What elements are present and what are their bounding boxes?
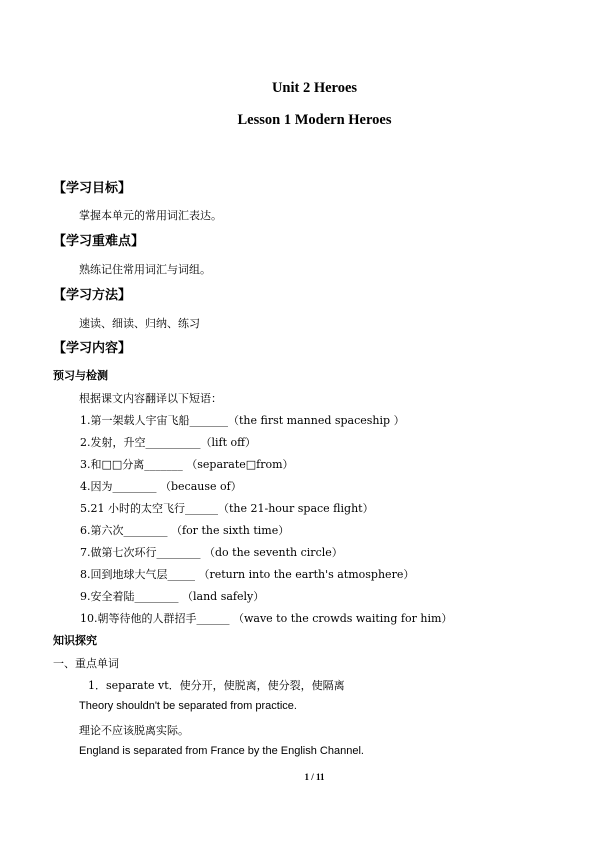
example-en: England is separated from France by the English Channel. <box>79 745 364 757</box>
goal-heading: 【学习目标】 <box>53 181 132 196</box>
goal-text: 掌握本单元的常用词汇表达。 <box>79 209 222 222</box>
preview-item: 8.回到地球大气层_____ （return into the earth's atmosphere） <box>80 568 415 581</box>
method-text: 速读、细读、归纳、练习 <box>79 317 200 330</box>
preview-item: 9.安全着陆________ （land safely） <box>80 590 265 603</box>
explore-heading: 知识探究 <box>53 634 97 647</box>
preview-item: 10.朝等待他的人群招手______ （wave to the crowds waiting for him） <box>80 612 453 625</box>
preview-item: 6.第六次________ （for the sixth time） <box>80 524 290 537</box>
page-subtitle: Lesson 1 Modern Heroes <box>237 112 392 128</box>
explore-part1: 一、重点单词 <box>53 657 119 670</box>
preview-item: 7.做第七次环行________ （do the seventh circle） <box>80 546 343 559</box>
preview-heading: 预习与检测 <box>53 369 108 382</box>
preview-item: 2.发射，升空__________（lift off） <box>80 436 256 449</box>
preview-item: 1.第一架载人宇宙飞船_______（the first manned spaceship ） <box>80 414 405 427</box>
preview-item: 3.和□□分离_______ （separate□from） <box>80 458 294 471</box>
word-entry: 1．separate vt．使分开，使脱离，使分裂，使隔离 <box>88 679 345 692</box>
content-heading: 【学习内容】 <box>53 341 132 356</box>
page-title: Unit 2 Heroes <box>271 80 358 96</box>
preview-item: 5.21 小时的太空飞行______（the 21-hour space flight） <box>80 502 374 515</box>
preview-instruction: 根据课文内容翻译以下短语： <box>79 392 222 405</box>
key-text: 熟练记住常用词汇与词组。 <box>79 263 211 276</box>
example-zh: 理论不应该脱离实际。 <box>79 724 189 737</box>
page-number: 1 / 11 <box>304 772 325 782</box>
preview-item: 4.因为________ （because of） <box>80 480 242 493</box>
key-heading: 【学习重难点】 <box>53 234 145 249</box>
method-heading: 【学习方法】 <box>53 288 132 303</box>
example-en: Theory shouldn't be separated from practice. <box>79 700 297 712</box>
